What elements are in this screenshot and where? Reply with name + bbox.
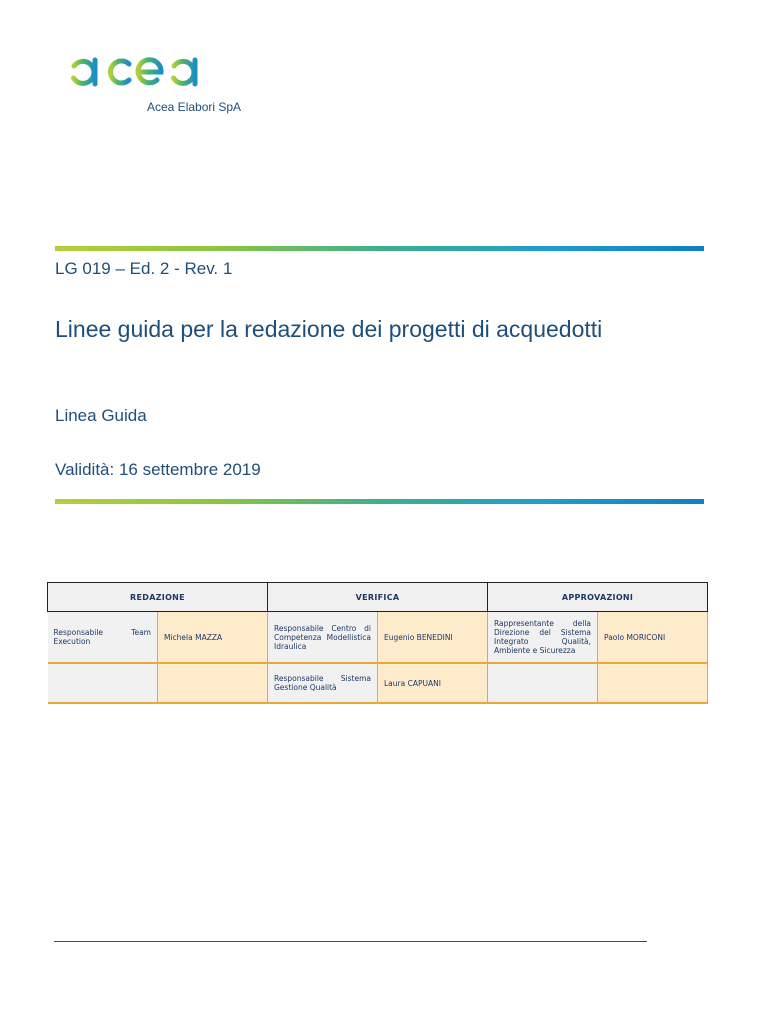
document-type: Linea Guida (55, 406, 147, 425)
approvazioni-name: Paolo MORICONI (598, 612, 708, 664)
footer-rule (54, 941, 647, 942)
document-reference: LG 019 – Ed. 2 - Rev. 1 (55, 259, 233, 278)
verifica-role: Responsabile Sistema Gestione Qualità (268, 663, 378, 703)
verifica-name: Laura CAPUANI (378, 663, 488, 703)
redazione-name (158, 663, 268, 703)
document-title: Linee guida per la redazione dei progetti di acquedotti (55, 316, 603, 342)
verifica-role: Responsabile Centro di Competenza Modellistica Idraulica (268, 612, 378, 664)
acea-logo (66, 52, 216, 92)
header-verifica: VERIFICA (268, 583, 488, 612)
table-row (48, 663, 708, 703)
header-approvazioni: APPROVAZIONI (488, 583, 708, 612)
redazione-role (48, 663, 158, 703)
document-validity: Validità: 16 settembre 2019 (55, 460, 261, 479)
table-header-row (48, 583, 708, 612)
company-name: Acea Elabori SpA (147, 100, 242, 114)
header-divider (55, 246, 704, 251)
redazione-name: Michela MAZZA (158, 612, 268, 664)
section-divider (55, 499, 704, 504)
approvazioni-name (598, 663, 708, 703)
approvazioni-role: Rappresentante della Direzione del Sistema Integrato Qualità, Ambiente e Sicurezza (488, 612, 598, 664)
table-row (48, 612, 708, 664)
header-redazione: REDAZIONE (48, 583, 268, 612)
approvazioni-role (488, 663, 598, 703)
verifica-name: Eugenio BENEDINI (378, 612, 488, 664)
redazione-role: Responsabile Team Execution (48, 612, 158, 664)
approval-table (47, 582, 708, 704)
